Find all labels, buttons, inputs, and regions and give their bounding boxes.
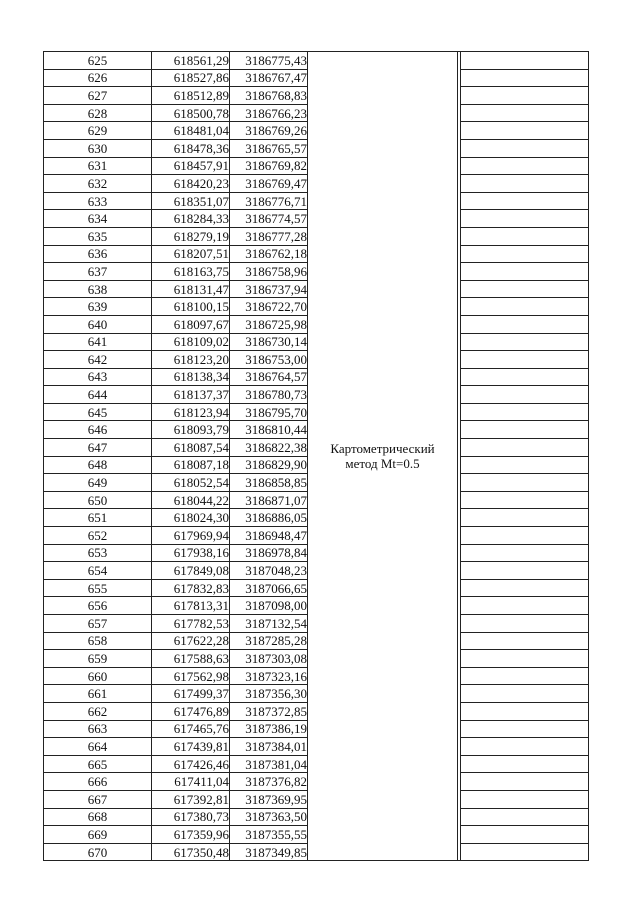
- blank-cell: [461, 175, 589, 193]
- y-coordinate-cell: 3187323,16: [230, 667, 308, 685]
- x-coordinate-cell: 617813,31: [152, 597, 230, 615]
- method-label-line2: метод Mt=0.5: [345, 456, 420, 472]
- point-number-cell: 631: [44, 157, 152, 175]
- x-coordinate-cell: 617392,81: [152, 790, 230, 808]
- x-coordinate-cell: 618131,47: [152, 280, 230, 298]
- x-coordinate-cell: 617969,94: [152, 527, 230, 545]
- blank-cell: [461, 87, 589, 105]
- blank-cell: [461, 456, 589, 474]
- y-coordinate-cell: 3187303,08: [230, 650, 308, 668]
- blank-cell: [461, 403, 589, 421]
- x-coordinate-cell: 618527,86: [152, 69, 230, 87]
- y-coordinate-cell: 3186730,14: [230, 333, 308, 351]
- coordinates-table: [43, 51, 589, 861]
- point-number-cell: 666: [44, 773, 152, 791]
- x-coordinate-cell: 617359,96: [152, 826, 230, 844]
- point-number-cell: 669: [44, 826, 152, 844]
- x-coordinate-cell: 617411,04: [152, 773, 230, 791]
- blank-cell: [461, 685, 589, 703]
- blank-cell: [461, 122, 589, 140]
- y-coordinate-cell: 3187355,55: [230, 826, 308, 844]
- blank-cell: [461, 69, 589, 87]
- blank-cell: [461, 544, 589, 562]
- blank-cell: [461, 333, 589, 351]
- y-coordinate-cell: 3186753,00: [230, 351, 308, 369]
- blank-cell: [461, 474, 589, 492]
- point-number-cell: 642: [44, 351, 152, 369]
- point-number-cell: 639: [44, 298, 152, 316]
- blank-cell: [461, 263, 589, 281]
- blank-cell: [461, 527, 589, 545]
- y-coordinate-cell: 3186769,47: [230, 175, 308, 193]
- y-coordinate-cell: 3186758,96: [230, 263, 308, 281]
- y-coordinate-cell: 3186737,94: [230, 280, 308, 298]
- blank-cell: [461, 597, 589, 615]
- point-number-cell: 629: [44, 122, 152, 140]
- blank-cell: [461, 843, 589, 861]
- y-coordinate-cell: 3186780,73: [230, 386, 308, 404]
- point-number-cell: 648: [44, 456, 152, 474]
- x-coordinate-cell: 618044,22: [152, 491, 230, 509]
- blank-cell: [461, 439, 589, 457]
- point-number-cell: 655: [44, 579, 152, 597]
- point-number-cell: 650: [44, 491, 152, 509]
- blank-cell: [461, 52, 589, 70]
- y-coordinate-cell: 3186795,70: [230, 403, 308, 421]
- x-coordinate-cell: 618024,30: [152, 509, 230, 527]
- point-number-cell: 643: [44, 368, 152, 386]
- blank-cell: [461, 298, 589, 316]
- blank-cell: [461, 139, 589, 157]
- blank-cell: [461, 667, 589, 685]
- blank-cell: [461, 245, 589, 263]
- point-number-cell: 627: [44, 87, 152, 105]
- table-row: [44, 52, 589, 70]
- point-number-cell: 628: [44, 104, 152, 122]
- point-number-cell: 653: [44, 544, 152, 562]
- point-number-cell: 647: [44, 439, 152, 457]
- blank-cell: [461, 386, 589, 404]
- y-coordinate-cell: 3186886,05: [230, 509, 308, 527]
- y-coordinate-cell: 3187048,23: [230, 562, 308, 580]
- x-coordinate-cell: 618137,37: [152, 386, 230, 404]
- y-coordinate-cell: 3186768,83: [230, 87, 308, 105]
- y-coordinate-cell: 3186822,38: [230, 439, 308, 457]
- x-coordinate-cell: 617350,48: [152, 843, 230, 861]
- point-number-cell: 668: [44, 808, 152, 826]
- x-coordinate-cell: 617588,63: [152, 650, 230, 668]
- point-number-cell: 632: [44, 175, 152, 193]
- x-coordinate-cell: 618481,04: [152, 122, 230, 140]
- y-coordinate-cell: 3187369,95: [230, 790, 308, 808]
- y-coordinate-cell: 3186762,18: [230, 245, 308, 263]
- point-number-cell: 645: [44, 403, 152, 421]
- blank-cell: [461, 351, 589, 369]
- blank-cell: [461, 192, 589, 210]
- point-number-cell: 649: [44, 474, 152, 492]
- x-coordinate-cell: 617782,53: [152, 615, 230, 633]
- x-coordinate-cell: 618123,94: [152, 403, 230, 421]
- y-coordinate-cell: 3186769,26: [230, 122, 308, 140]
- point-number-cell: 637: [44, 263, 152, 281]
- y-coordinate-cell: 3186764,57: [230, 368, 308, 386]
- point-number-cell: 657: [44, 615, 152, 633]
- x-coordinate-cell: 617622,28: [152, 632, 230, 650]
- point-number-cell: 665: [44, 755, 152, 773]
- point-number-cell: 630: [44, 139, 152, 157]
- x-coordinate-cell: 618138,34: [152, 368, 230, 386]
- x-coordinate-cell: 618512,89: [152, 87, 230, 105]
- point-number-cell: 640: [44, 315, 152, 333]
- point-number-cell: 667: [44, 790, 152, 808]
- blank-cell: [461, 280, 589, 298]
- y-coordinate-cell: 3186765,57: [230, 139, 308, 157]
- y-coordinate-cell: 3186829,90: [230, 456, 308, 474]
- blank-cell: [461, 210, 589, 228]
- blank-cell: [461, 826, 589, 844]
- x-coordinate-cell: 618420,23: [152, 175, 230, 193]
- y-coordinate-cell: 3186775,43: [230, 52, 308, 70]
- y-coordinate-cell: 3186871,07: [230, 491, 308, 509]
- x-coordinate-cell: 618087,18: [152, 456, 230, 474]
- blank-cell: [461, 104, 589, 122]
- y-coordinate-cell: 3186810,44: [230, 421, 308, 439]
- y-coordinate-cell: 3186948,47: [230, 527, 308, 545]
- point-number-cell: 633: [44, 192, 152, 210]
- y-coordinate-cell: 3186722,70: [230, 298, 308, 316]
- x-coordinate-cell: 618478,36: [152, 139, 230, 157]
- y-coordinate-cell: 3186766,23: [230, 104, 308, 122]
- point-number-cell: 646: [44, 421, 152, 439]
- y-coordinate-cell: 3187384,01: [230, 738, 308, 756]
- blank-cell: [461, 720, 589, 738]
- y-coordinate-cell: 3186725,98: [230, 315, 308, 333]
- y-coordinate-cell: 3187285,28: [230, 632, 308, 650]
- blank-cell: [461, 650, 589, 668]
- method-label-line1: Картометрический: [330, 441, 435, 457]
- blank-cell: [461, 615, 589, 633]
- blank-cell: [461, 579, 589, 597]
- y-coordinate-cell: 3187376,82: [230, 773, 308, 791]
- x-coordinate-cell: 618207,51: [152, 245, 230, 263]
- y-coordinate-cell: 3187132,54: [230, 615, 308, 633]
- y-coordinate-cell: 3186767,47: [230, 69, 308, 87]
- blank-cell: [461, 773, 589, 791]
- blank-cell: [461, 755, 589, 773]
- x-coordinate-cell: 618163,75: [152, 263, 230, 281]
- x-coordinate-cell: 618052,54: [152, 474, 230, 492]
- blank-cell: [461, 509, 589, 527]
- coordinates-table-body: [44, 52, 589, 861]
- x-coordinate-cell: 617465,76: [152, 720, 230, 738]
- x-coordinate-cell: 617849,08: [152, 562, 230, 580]
- x-coordinate-cell: 618500,78: [152, 104, 230, 122]
- y-coordinate-cell: 3186774,57: [230, 210, 308, 228]
- x-coordinate-cell: 618109,02: [152, 333, 230, 351]
- x-coordinate-cell: 617938,16: [152, 544, 230, 562]
- point-number-cell: 626: [44, 69, 152, 87]
- x-coordinate-cell: 618093,79: [152, 421, 230, 439]
- point-number-cell: 641: [44, 333, 152, 351]
- x-coordinate-cell: 618351,07: [152, 192, 230, 210]
- x-coordinate-cell: 617476,89: [152, 702, 230, 720]
- x-coordinate-cell: 618123,20: [152, 351, 230, 369]
- x-coordinate-cell: 617499,37: [152, 685, 230, 703]
- point-number-cell: 660: [44, 667, 152, 685]
- point-number-cell: 634: [44, 210, 152, 228]
- y-coordinate-cell: 3187363,50: [230, 808, 308, 826]
- blank-cell: [461, 157, 589, 175]
- blank-cell: [461, 368, 589, 386]
- blank-cell: [461, 562, 589, 580]
- y-coordinate-cell: 3186769,82: [230, 157, 308, 175]
- method-cell: [308, 52, 458, 861]
- point-number-cell: 664: [44, 738, 152, 756]
- x-coordinate-cell: 618457,91: [152, 157, 230, 175]
- blank-cell: [461, 808, 589, 826]
- blank-cell: [461, 790, 589, 808]
- x-coordinate-cell: 618100,15: [152, 298, 230, 316]
- point-number-cell: 636: [44, 245, 152, 263]
- point-number-cell: 661: [44, 685, 152, 703]
- y-coordinate-cell: 3186978,84: [230, 544, 308, 562]
- y-coordinate-cell: 3186858,85: [230, 474, 308, 492]
- y-coordinate-cell: 3187349,85: [230, 843, 308, 861]
- x-coordinate-cell: 618561,29: [152, 52, 230, 70]
- blank-cell: [461, 227, 589, 245]
- point-number-cell: 658: [44, 632, 152, 650]
- point-number-cell: 656: [44, 597, 152, 615]
- point-number-cell: 638: [44, 280, 152, 298]
- blank-cell: [461, 421, 589, 439]
- point-number-cell: 663: [44, 720, 152, 738]
- y-coordinate-cell: 3186776,71: [230, 192, 308, 210]
- point-number-cell: 644: [44, 386, 152, 404]
- x-coordinate-cell: 618097,67: [152, 315, 230, 333]
- y-coordinate-cell: 3187098,00: [230, 597, 308, 615]
- point-number-cell: 662: [44, 702, 152, 720]
- blank-cell: [461, 491, 589, 509]
- y-coordinate-cell: 3187386,19: [230, 720, 308, 738]
- x-coordinate-cell: 617380,73: [152, 808, 230, 826]
- x-coordinate-cell: 617439,81: [152, 738, 230, 756]
- blank-cell: [461, 702, 589, 720]
- point-number-cell: 625: [44, 52, 152, 70]
- x-coordinate-cell: 617562,98: [152, 667, 230, 685]
- x-coordinate-cell: 618279,19: [152, 227, 230, 245]
- point-number-cell: 654: [44, 562, 152, 580]
- point-number-cell: 635: [44, 227, 152, 245]
- y-coordinate-cell: 3187066,65: [230, 579, 308, 597]
- y-coordinate-cell: 3187372,85: [230, 702, 308, 720]
- y-coordinate-cell: 3187381,04: [230, 755, 308, 773]
- point-number-cell: 670: [44, 843, 152, 861]
- blank-cell: [461, 738, 589, 756]
- point-number-cell: 651: [44, 509, 152, 527]
- y-coordinate-cell: 3186777,28: [230, 227, 308, 245]
- point-number-cell: 652: [44, 527, 152, 545]
- blank-cell: [461, 315, 589, 333]
- y-coordinate-cell: 3187356,30: [230, 685, 308, 703]
- point-number-cell: 659: [44, 650, 152, 668]
- x-coordinate-cell: 617832,83: [152, 579, 230, 597]
- x-coordinate-cell: 618087,54: [152, 439, 230, 457]
- x-coordinate-cell: 617426,46: [152, 755, 230, 773]
- blank-cell: [461, 632, 589, 650]
- x-coordinate-cell: 618284,33: [152, 210, 230, 228]
